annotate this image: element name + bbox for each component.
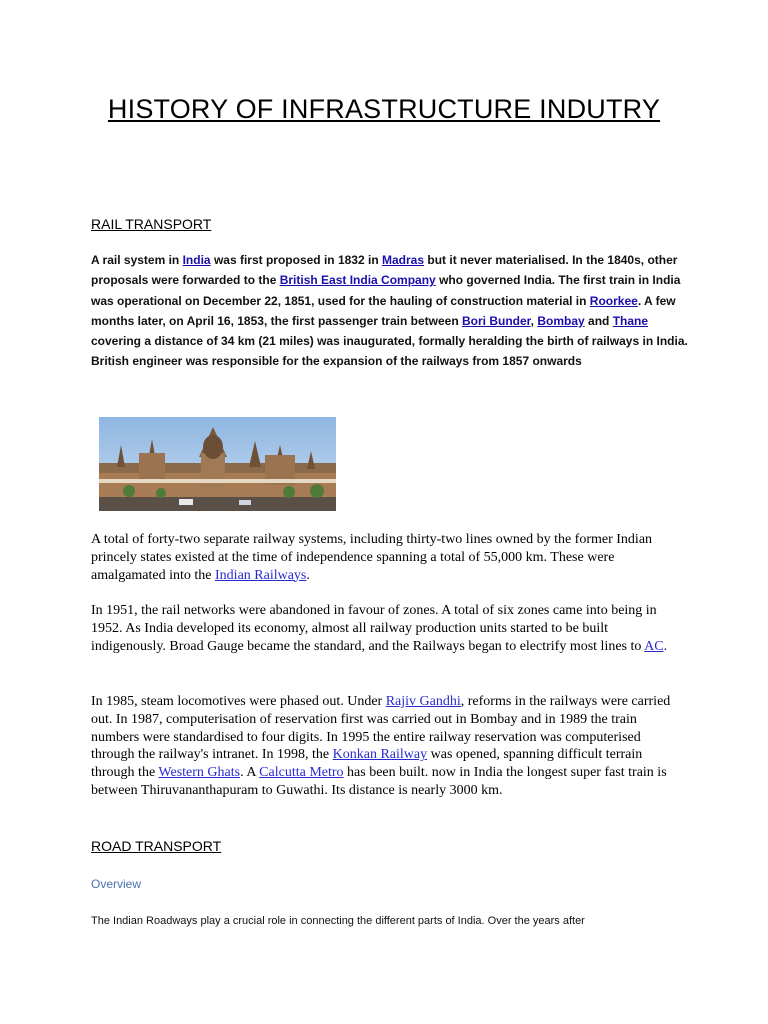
rail-paragraph-3 xyxy=(91,602,681,655)
text-span: who governed India. The first train in India was operational on December 22, 1851, used for the hauling of construction material in xyxy=(91,273,681,308)
link-indian-railways[interactable]: Indian Railways xyxy=(215,567,307,583)
link-thane[interactable]: Thane xyxy=(612,313,649,328)
rail-paragraph-4 xyxy=(91,693,681,800)
text-span: . xyxy=(306,567,310,583)
link-british-east-india-company[interactable]: British East India Company xyxy=(279,273,436,288)
text-span: but it never materialised. In the 1840s, other proposals were forwarded to the xyxy=(91,253,678,288)
link-western-ghats[interactable]: Western Ghats xyxy=(158,765,241,781)
link-india[interactable]: India xyxy=(182,253,211,267)
text-span: . xyxy=(663,638,668,654)
text-span: was opened, spanning difficult terrain through the xyxy=(91,747,643,781)
text-span: A rail system in xyxy=(91,253,183,267)
link-madras[interactable]: Madras xyxy=(382,253,425,267)
text-span: was first proposed in 1832 in xyxy=(210,253,382,267)
link-calcutta-metro[interactable]: Calcutta Metro xyxy=(259,765,344,781)
road-paragraph-1: The Indian Roadways play a crucial role in connecting the different parts of India. Over the years after xyxy=(91,915,585,927)
text-span: , reforms in the railways were carried out. In 1987, computerisation of reservation first was carried out in Bombay and in 1989 the train numbers were standardised to four digits. In 1995 the entire railway reservation was computerised through the railway's intranet. In 1998, the xyxy=(91,694,671,763)
text-span: has been built. now in India the longest super fast train is between Thiruvananthapuram to Guwathi. Its distance is nearly 3000 km. xyxy=(91,765,667,798)
text-span: In 1985, steam locomotives were phased out. Under xyxy=(91,694,386,709)
text-span: In 1951, the rail networks were abandoned in favour of zones. A total of six zones came into being in 1952. As India developed its economy, almost all railway production units started to be built indigenously. Broad Gauge became the standard, and the Railways began to electrify most lines to xyxy=(91,603,657,654)
railway-station-photo xyxy=(99,417,336,511)
text-span: and xyxy=(584,313,613,328)
text-span: covering a distance of 34 km (21 miles) was inaugurated, formally heralding the birth of railways in India. British engineer was responsible for the expansion of the railways from 1857 onwards xyxy=(91,334,688,369)
station-illustration xyxy=(99,417,336,511)
road-transport-heading: ROAD TRANSPORT xyxy=(91,838,222,854)
rail-paragraph-1 xyxy=(91,250,691,372)
text-span: A total of forty-two separate railway systems, including thirty-two lines owned by the former Indian princely states existed at the time of independence spanning a total of 55,000 km. These were amalgamated into the xyxy=(91,532,653,583)
link-ac[interactable]: AC xyxy=(644,638,664,654)
page-title: HISTORY OF INFRASTRUCTURE INDUTRY xyxy=(107,94,661,124)
link-rajiv-gandhi[interactable]: Rajiv Gandhi xyxy=(385,694,461,709)
link-roorkee[interactable]: Roorkee xyxy=(589,293,638,308)
text-span: , xyxy=(530,313,538,328)
rail-paragraph-2 xyxy=(91,531,681,584)
text-span: . A few months later, on April 16, 1853, the first passenger train between xyxy=(91,293,676,328)
link-bori-bunder[interactable]: Bori Bunder xyxy=(462,313,531,328)
link-bombay[interactable]: Bombay xyxy=(537,313,585,328)
link-konkan-railway[interactable]: Konkan Railway xyxy=(332,747,428,763)
rail-transport-heading: RAIL TRANSPORT xyxy=(91,216,212,232)
overview-heading: Overview xyxy=(91,877,142,891)
text-span: . A xyxy=(240,765,260,781)
